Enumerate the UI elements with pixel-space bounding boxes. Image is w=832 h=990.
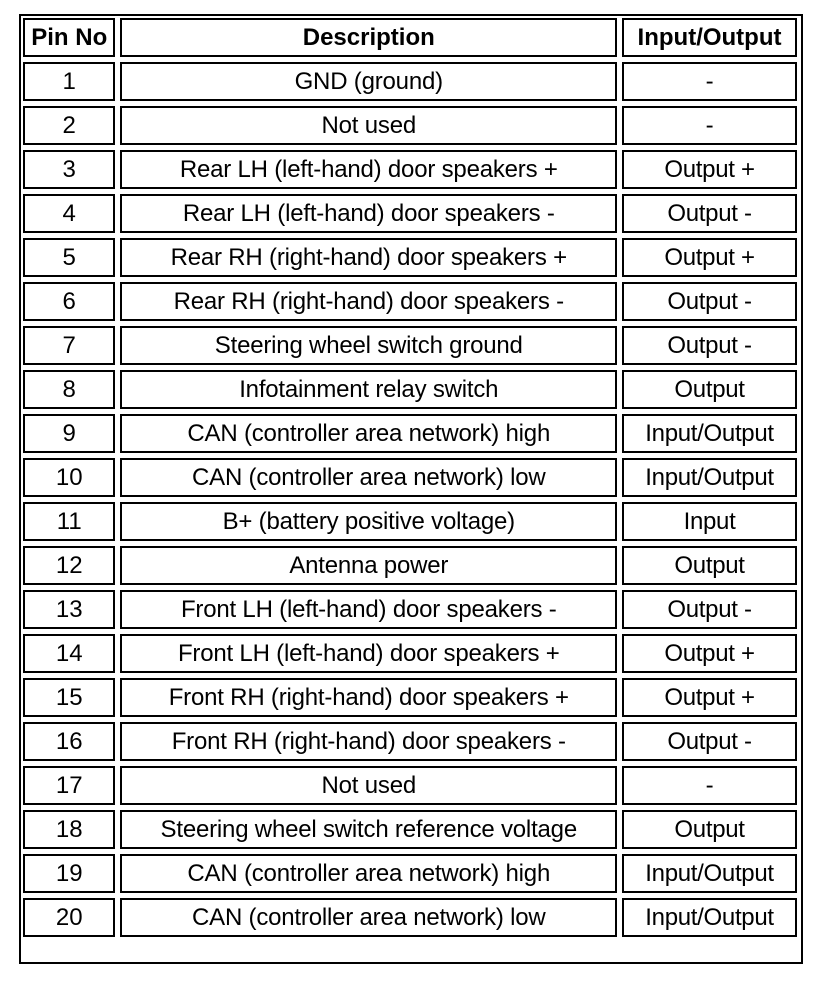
pin-number-cell: 1: [23, 62, 115, 101]
input-output-cell: Output +: [622, 238, 797, 277]
description-cell: Not used: [120, 766, 617, 805]
table-header-row: [23, 18, 797, 57]
table-row: [23, 370, 797, 409]
description-cell: Rear LH (left-hand) door speakers -: [120, 194, 617, 233]
pin-number-cell: 9: [23, 414, 115, 453]
input-output-cell: Input/Output: [622, 854, 797, 893]
description-cell: Front LH (left-hand) door speakers +: [120, 634, 617, 673]
input-output-cell: Output: [622, 810, 797, 849]
pin-number-cell: 14: [23, 634, 115, 673]
header-pin-no: Pin No: [23, 18, 115, 57]
pin-number-cell: 15: [23, 678, 115, 717]
table-row: [23, 678, 797, 717]
pin-number-cell: 5: [23, 238, 115, 277]
pinout-table: [18, 13, 802, 942]
pin-number-cell: 18: [23, 810, 115, 849]
input-output-cell: Output +: [622, 150, 797, 189]
description-cell: Rear RH (right-hand) door speakers -: [120, 282, 617, 321]
pin-number-cell: 17: [23, 766, 115, 805]
pin-number-cell: 19: [23, 854, 115, 893]
input-output-cell: Output +: [622, 678, 797, 717]
pin-number-cell: 2: [23, 106, 115, 145]
description-cell: Steering wheel switch ground: [120, 326, 617, 365]
table-row: [23, 854, 797, 893]
table-body: [23, 62, 797, 937]
pin-number-cell: 12: [23, 546, 115, 585]
input-output-cell: Output -: [622, 722, 797, 761]
table-row: [23, 458, 797, 497]
description-cell: CAN (controller area network) high: [120, 854, 617, 893]
table-row: [23, 590, 797, 629]
input-output-cell: Input: [622, 502, 797, 541]
header-input-output: Input/Output: [622, 18, 797, 57]
table-row: [23, 62, 797, 101]
description-cell: Steering wheel switch reference voltage: [120, 810, 617, 849]
table-row: [23, 282, 797, 321]
table-row: [23, 194, 797, 233]
pin-number-cell: 11: [23, 502, 115, 541]
table-row: [23, 898, 797, 937]
pin-number-cell: 20: [23, 898, 115, 937]
input-output-cell: Output -: [622, 282, 797, 321]
pin-number-cell: 8: [23, 370, 115, 409]
pin-number-cell: 16: [23, 722, 115, 761]
input-output-cell: -: [622, 106, 797, 145]
table-row: [23, 106, 797, 145]
input-output-cell: Input/Output: [622, 898, 797, 937]
pin-number-cell: 13: [23, 590, 115, 629]
description-cell: Front RH (right-hand) door speakers +: [120, 678, 617, 717]
table-row: [23, 766, 797, 805]
input-output-cell: Output -: [622, 590, 797, 629]
pin-number-cell: 6: [23, 282, 115, 321]
input-output-cell: Input/Output: [622, 458, 797, 497]
table-row: [23, 722, 797, 761]
description-cell: GND (ground): [120, 62, 617, 101]
description-cell: CAN (controller area network) low: [120, 458, 617, 497]
input-output-cell: Output: [622, 546, 797, 585]
input-output-cell: -: [622, 766, 797, 805]
input-output-cell: Output +: [622, 634, 797, 673]
description-cell: Not used: [120, 106, 617, 145]
input-output-cell: Input/Output: [622, 414, 797, 453]
table-row: [23, 634, 797, 673]
pin-number-cell: 10: [23, 458, 115, 497]
description-cell: CAN (controller area network) low: [120, 898, 617, 937]
input-output-cell: -: [622, 62, 797, 101]
table-row: [23, 326, 797, 365]
table-row: [23, 546, 797, 585]
header-description: Description: [120, 18, 617, 57]
table-row: [23, 414, 797, 453]
description-cell: CAN (controller area network) high: [120, 414, 617, 453]
description-cell: Antenna power: [120, 546, 617, 585]
description-cell: B+ (battery positive voltage): [120, 502, 617, 541]
table-row: [23, 150, 797, 189]
description-cell: Infotainment relay switch: [120, 370, 617, 409]
table-row: [23, 810, 797, 849]
description-cell: Rear RH (right-hand) door speakers +: [120, 238, 617, 277]
pin-number-cell: 3: [23, 150, 115, 189]
pin-number-cell: 7: [23, 326, 115, 365]
table-row: [23, 238, 797, 277]
input-output-cell: Output: [622, 370, 797, 409]
description-cell: Rear LH (left-hand) door speakers +: [120, 150, 617, 189]
input-output-cell: Output -: [622, 326, 797, 365]
description-cell: Front LH (left-hand) door speakers -: [120, 590, 617, 629]
description-cell: Front RH (right-hand) door speakers -: [120, 722, 617, 761]
input-output-cell: Output -: [622, 194, 797, 233]
table-row: [23, 502, 797, 541]
pin-number-cell: 4: [23, 194, 115, 233]
